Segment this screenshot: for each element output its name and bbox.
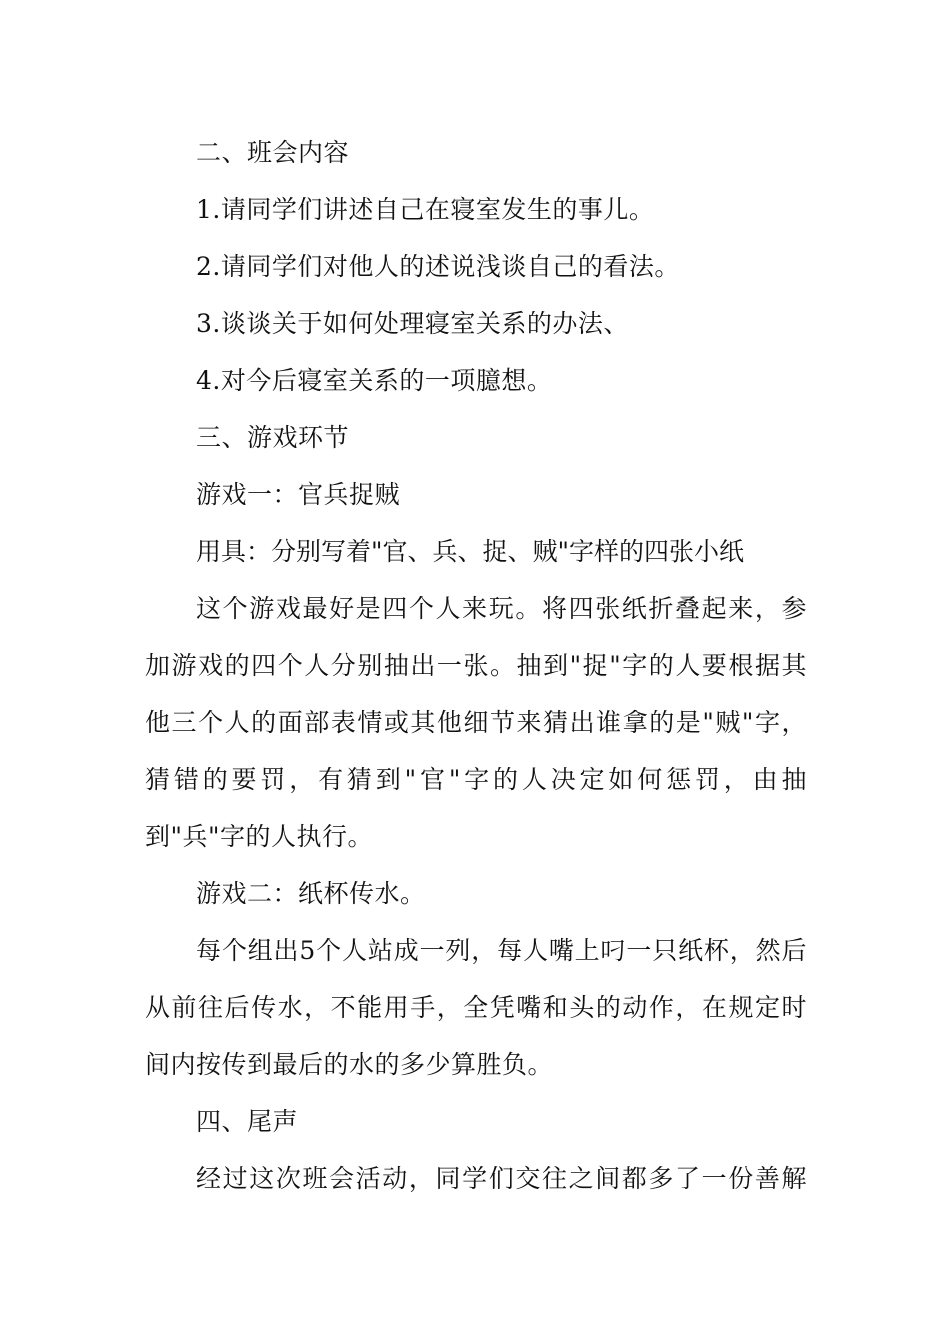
paragraph-line: 从前往后传水，不能用手，全凭嘴和头的动作，在规定时 — [145, 993, 807, 1022]
section-four-heading: 四、尾声 — [196, 1107, 299, 1136]
game-one-title: 游戏一：官兵捉贼 — [196, 480, 401, 509]
game-two-title: 游戏二：纸杯传水。 — [196, 879, 426, 908]
paragraph-line: 猜错的要罚，有猜到"官"字的人决定如何惩罚，由抽 — [145, 765, 807, 794]
paragraph-line: 这个游戏最好是四个人来玩。将四张纸折叠起来，参 — [196, 594, 807, 623]
list-item: 3.谈谈关于如何处理寝室关系的办法、 — [196, 309, 629, 338]
closing-text: 经过这次班会活动，同学们交往之间都多了一份善解 — [196, 1164, 807, 1193]
list-item: 2.请同学们对他人的述说浅谈自己的看法。 — [196, 252, 680, 281]
paragraph-line: 加游戏的四个人分别抽出一张。抽到"捉"字的人要根据其 — [145, 651, 807, 680]
paragraph-line: 他三个人的面部表情或其他细节来猜出谁拿的是"贼"字， — [145, 708, 807, 737]
section-three-heading: 三、游戏环节 — [196, 423, 350, 452]
game-one-tools: 用具：分别写着"官、兵、捉、贼"字样的四张小纸 — [196, 537, 744, 566]
paragraph-line: 每个组出5个人站成一列，每人嘴上叼一只纸杯，然后 — [196, 936, 807, 965]
section-two-heading: 二、班会内容 — [196, 138, 350, 167]
paragraph-line: 到"兵"字的人执行。 — [145, 822, 373, 851]
list-item: 1.请同学们讲述自己在寝室发生的事儿。 — [196, 195, 655, 224]
list-item: 4.对今后寝室关系的一项臆想。 — [196, 366, 553, 395]
paragraph-line: 间内按传到最后的水的多少算胜负。 — [145, 1050, 554, 1079]
